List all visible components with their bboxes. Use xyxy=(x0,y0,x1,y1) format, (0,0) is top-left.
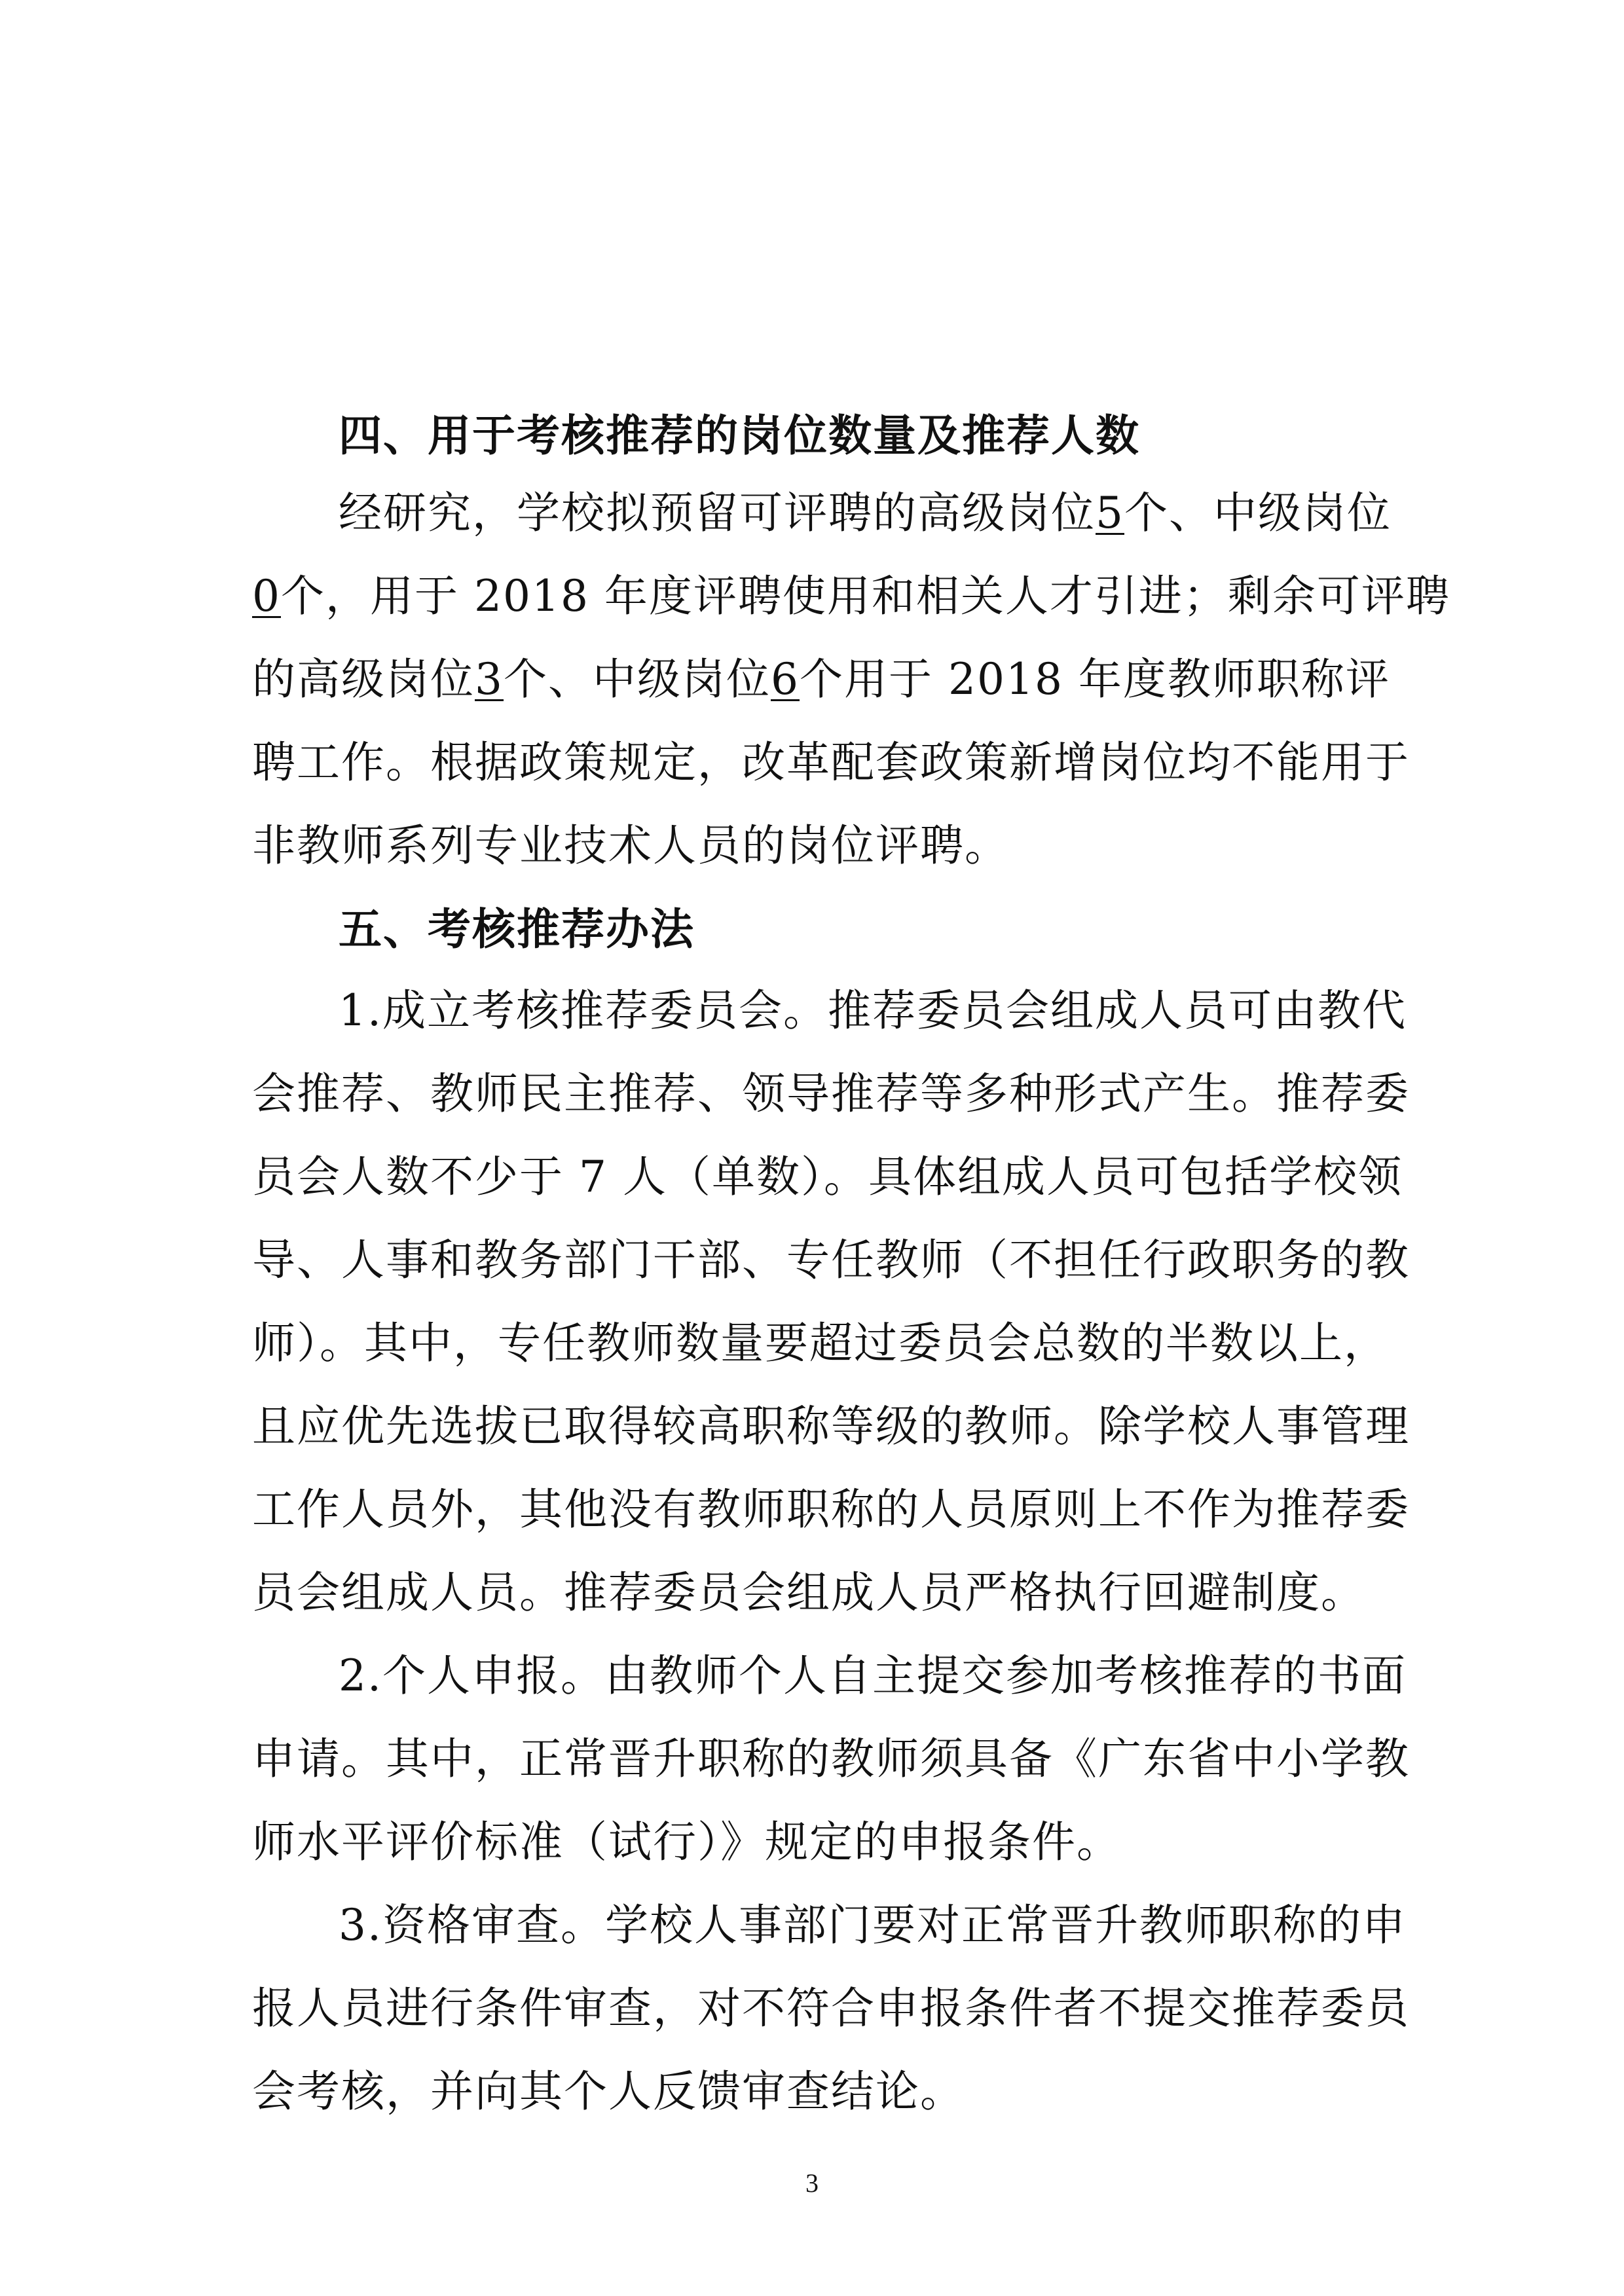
underlined-number: 5 xyxy=(1096,488,1124,538)
paragraph-line: 非教师系列专业技术人员的岗位评聘。 xyxy=(252,820,1009,871)
paragraph-line: 且应优先选拔已取得较高职称等级的教师。除学校人事管理 xyxy=(252,1401,1410,1451)
paragraph-line: 师水平评价标准（试行）》规定的申报条件。 xyxy=(252,1817,1121,1867)
paragraph-line: 师）。其中，专任教师数量要超过委员会总数的半数以上， xyxy=(252,1318,1388,1368)
paragraph-line xyxy=(339,485,1392,541)
text-run: 经研究，学校拟预留可评聘的高级岗位 xyxy=(339,488,1096,538)
text-run: 个，用于 2018 年度评聘使用和相关人才引进；剩余可评聘 xyxy=(281,571,1450,621)
paragraph-line: 1.成立考核推荐委员会。推荐委员会组成人员可由教代 xyxy=(339,985,1407,1036)
section-heading-5: 五、考核推荐办法 xyxy=(339,903,695,955)
paragraph-line: 申请。其中，正常晋升职称的教师须具备《广东省中小学教 xyxy=(252,1734,1410,1784)
paragraph-line xyxy=(252,568,1450,625)
paragraph-line xyxy=(252,651,1390,708)
paragraph-line: 导、人事和教务部门干部、专任教师（不担任行政职务的教 xyxy=(252,1235,1410,1285)
section-heading-4: 四、用于考核推荐的岗位数量及推荐人数 xyxy=(339,410,1140,461)
underlined-number: 6 xyxy=(771,654,800,704)
text-run: 个、中级岗位 xyxy=(504,654,771,704)
paragraph-line: 员会人数不少于 7 人（单数）。具体组成人员可包括学校领 xyxy=(252,1152,1403,1202)
paragraph-line: 2.个人申报。由教师个人自主提交参加考核推荐的书面 xyxy=(339,1650,1407,1701)
paragraph-line: 报人员进行条件审查，对不符合申报条件者不提交推荐委员 xyxy=(252,1983,1410,2033)
text-run: 个、中级岗位 xyxy=(1124,488,1392,538)
underlined-number: 3 xyxy=(475,654,504,704)
paragraph-line: 会考核，并向其个人反馈审查结论。 xyxy=(252,2066,965,2117)
paragraph-line: 聘工作。根据政策规定，改革配套政策新增岗位均不能用于 xyxy=(252,737,1410,788)
paragraph-line: 工作人员外，其他没有教师职称的人员原则上不作为推荐委 xyxy=(252,1484,1410,1535)
text-run: 个用于 2018 年度教师职称评 xyxy=(800,654,1390,704)
underlined-number: 0 xyxy=(252,571,281,621)
paragraph-line: 3.资格审查。学校人事部门要对正常晋升教师职称的申 xyxy=(339,1900,1407,1950)
page-number: 3 xyxy=(805,2168,819,2198)
text-run: 的高级岗位 xyxy=(252,654,475,704)
paragraph-line: 员会组成人员。推荐委员会组成人员严格执行回避制度。 xyxy=(252,1567,1365,1618)
paragraph-line: 会推荐、教师民主推荐、领导推荐等多种形式产生。推荐委 xyxy=(252,1068,1410,1119)
